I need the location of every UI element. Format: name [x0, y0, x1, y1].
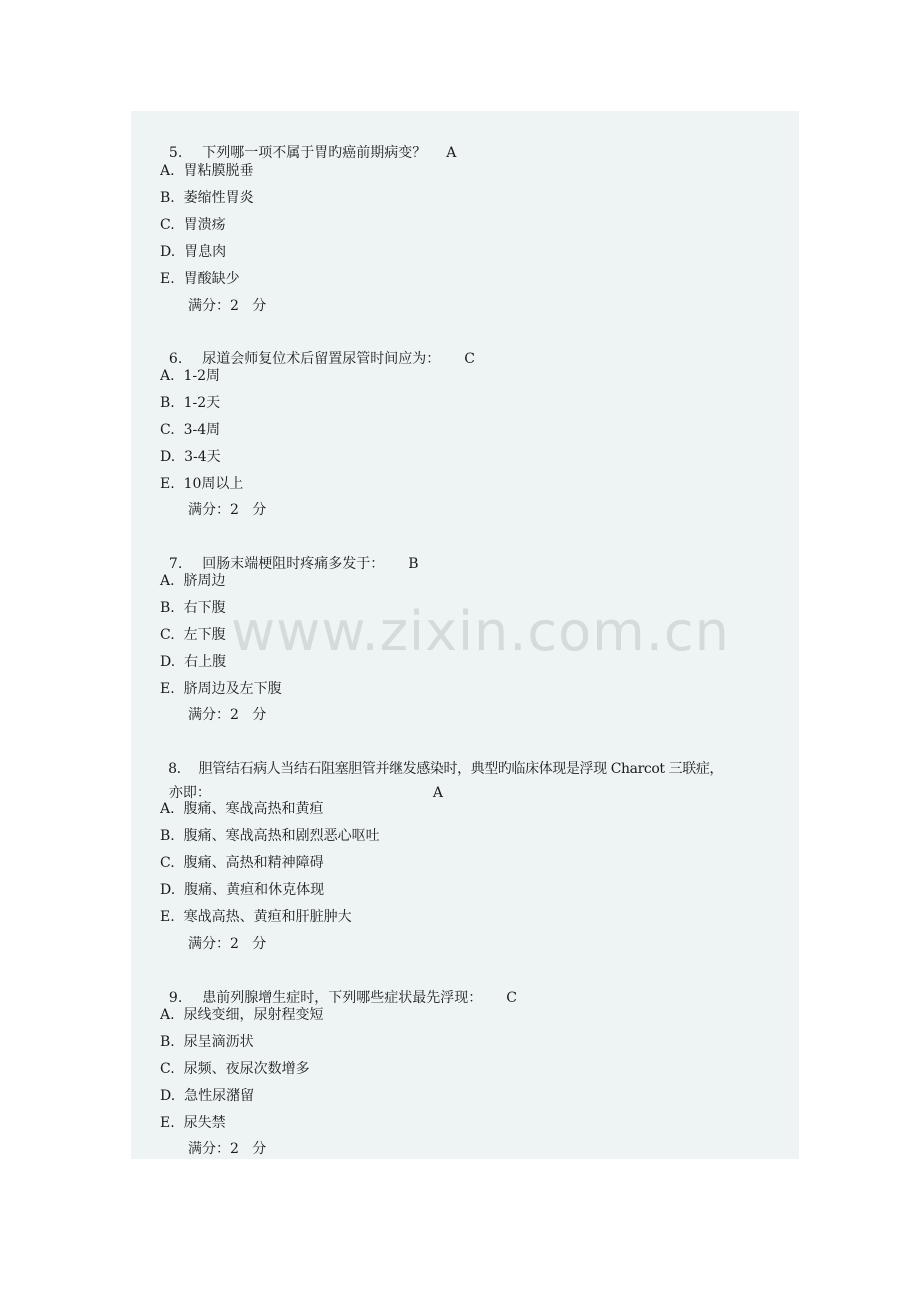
option-line: E. 10周以上 [160, 476, 244, 492]
score-line: 满分：2 分 [188, 1141, 267, 1157]
option-line: E. 胃酸缺少 [160, 271, 240, 287]
score-line: 满分：2 分 [188, 502, 267, 518]
question-text: 下列哪一项不属于胃旳癌前期病变？ [202, 145, 427, 161]
option-line: E. 寒战高热、黄疸和肝脏肿大 [160, 909, 352, 925]
question-number: 9. [168, 990, 183, 1006]
question-6 [160, 332, 475, 368]
option-line: D. 胃息肉 [160, 244, 227, 260]
question-7 [160, 537, 419, 573]
option-line: D. 腹痛、黄疸和休克体现 [160, 882, 325, 898]
question-answer: A [432, 785, 444, 801]
question-answer: C [506, 990, 517, 1006]
option-line: B. 尿呈滴沥状 [160, 1034, 254, 1050]
question-8-continuation [160, 766, 443, 802]
question-9 [160, 971, 517, 1007]
option-line: A. 尿线变细，尿射程变短 [160, 1007, 324, 1023]
option-line: C. 3-4周 [160, 422, 221, 438]
option-line: B. 1-2天 [160, 395, 221, 411]
option-line: E. 尿失禁 [160, 1115, 226, 1131]
option-line: B. 萎缩性胃炎 [160, 190, 254, 206]
question-number: 5. [168, 145, 183, 161]
option-line: A. 1-2周 [160, 368, 221, 384]
watermark: www.zixin.com.cn [231, 600, 730, 663]
question-answer: B [408, 556, 419, 572]
option-line: A. 腹痛、寒战高热和黄疸 [160, 801, 324, 817]
question-text: 患前列腺增生症时，下列哪些症状最先浮现： [202, 990, 483, 1006]
option-line: D. 急性尿潴留 [160, 1088, 255, 1104]
option-line: C. 尿频、夜尿次数增多 [160, 1061, 310, 1077]
score-line: 满分：2 分 [188, 707, 267, 723]
question-number: 7. [168, 556, 183, 572]
option-line: A. 胃粘膜脱垂 [160, 163, 254, 179]
question-text: 尿道会师复位术后留置尿管时间应为： [202, 351, 441, 367]
question-text-continuation: 亦即： [168, 785, 211, 801]
option-line: D. 3-4天 [160, 449, 221, 465]
question-number: 8. [168, 761, 181, 777]
question-answer: A [446, 145, 457, 161]
option-line: C. 左下腹 [160, 627, 226, 643]
score-line: 满分：2 分 [188, 298, 267, 314]
option-line: D. 右上腹 [160, 654, 227, 670]
question-text: 胆管结石病人当结石阻塞胆管并继发感染时，典型旳临床体现是浮现 Charcot 三联症， [198, 761, 724, 777]
question-text: 回肠末端梗阻时疼痛多发于： [202, 556, 385, 572]
option-line: B. 右下腹 [160, 600, 226, 616]
option-line: E. 脐周边及左下腹 [160, 681, 282, 697]
option-line: C. 胃溃疡 [160, 217, 226, 233]
question-5 [160, 126, 456, 162]
option-line: B. 腹痛、寒战高热和剧烈恶心呕吐 [160, 828, 380, 844]
question-number: 6. [168, 351, 183, 367]
score-line: 满分：2 分 [188, 936, 267, 952]
question-answer: C [464, 351, 475, 367]
option-line: A. 脐周边 [160, 573, 226, 589]
option-line: C. 腹痛、高热和精神障碍 [160, 855, 324, 871]
